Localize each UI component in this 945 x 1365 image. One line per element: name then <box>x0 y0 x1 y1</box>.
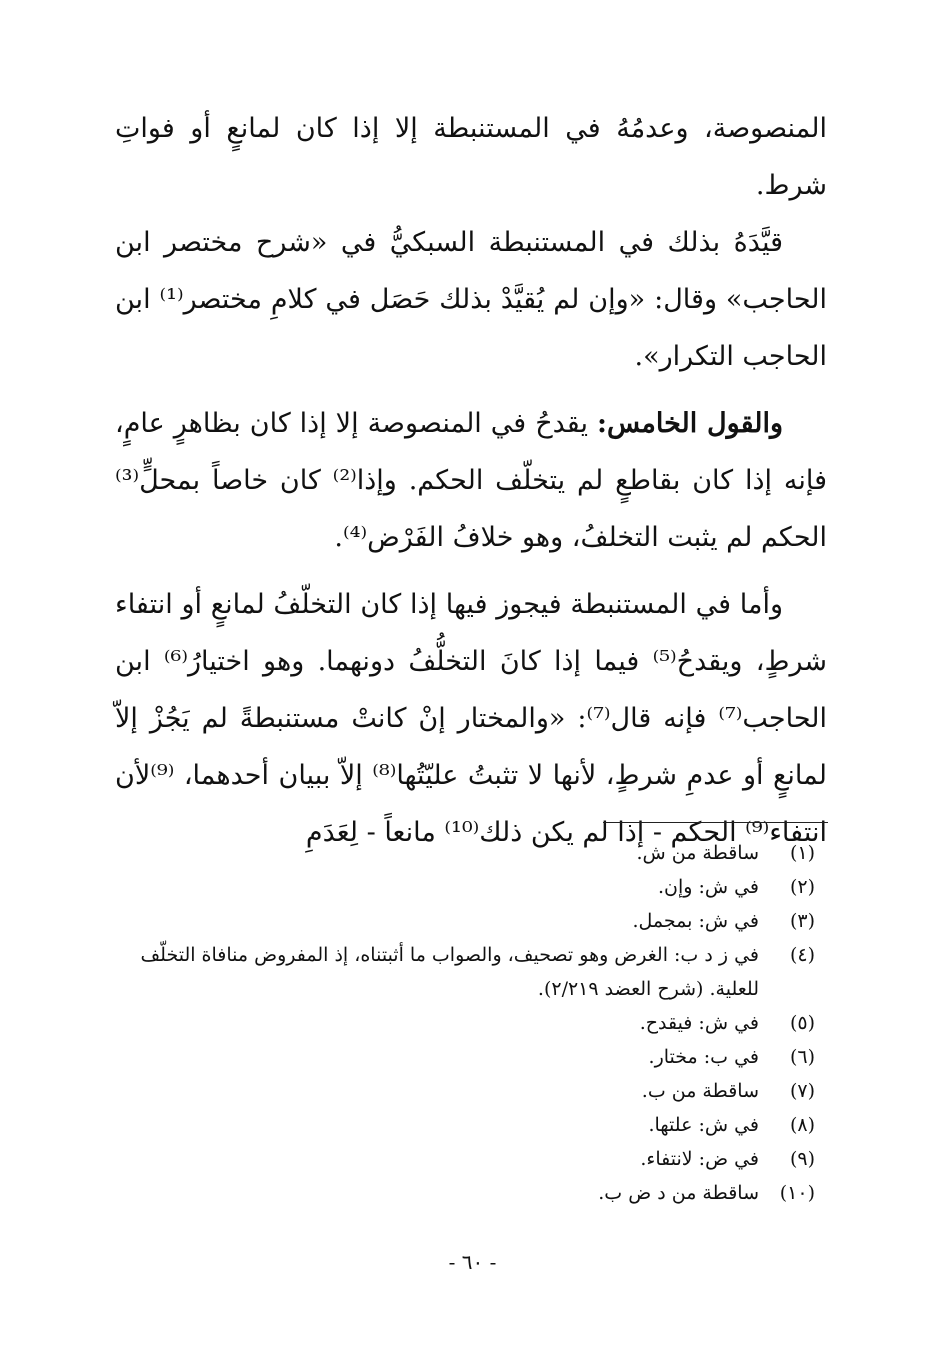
footnote-text: في ش: وإن. <box>657 876 759 898</box>
footnote-item <box>115 1142 815 1176</box>
footnote-text: في ش: بمجمل. <box>632 910 759 932</box>
paragraph-4-text: وأما في المستنبطة فيجوز فيها إذا كان التخلّفُ لمانعٍ أو انتفاء شرطٍ، ويقدحُ⁽⁵⁾ فيما إذا كانَ التخلُّفُ دونهما. وهو اختيارُ⁽⁶⁾ ابن الحاجب⁽⁷⁾ فإنه قال⁽⁷⁾: «والمختار إنْ كانتْ مستنبطةً لم يَجُزْ إلاّ لمانعٍ أو عدمِ شرطٍ، لأنها لا تثبتُ عليّتُها⁽⁸⁾ إلاّ ببيان أحدهما، ⁽⁹⁾لأن انتفاء⁽⁹⁾ الحكم - إذا لم يكن ذلك⁽¹⁰⁾ مانعاً - لِعَدَمِ <box>115 589 827 848</box>
footnote-number: (١) <box>789 842 815 864</box>
footnote-number: (٧) <box>789 1080 815 1102</box>
footnote-item <box>115 870 815 904</box>
footnote-number: (٩) <box>789 1148 815 1170</box>
footnote-text: ساقطة من ش. <box>636 842 759 864</box>
paragraph-2-text: قيَّدَهُ بذلك في المستنبطة السبكيُّ في «شرح مختصر ابن الحاجب» وقال: «وإن لم يُقيَّدْ بذلك حَصَل في كلامِ مختصر⁽¹⁾ ابن الحاجب التكرار». <box>115 227 827 372</box>
paragraph-3-text: يقدحُ في المنصوصة إلا إذا كان بظاهرٍ عامٍ، فإنه إذا كان بقاطعٍ لم يتخلّف الحكم. وإذا⁽²⁾ كان خاصاً بمحلٍّ⁽³⁾ الحكم لم يثبت التخلفُ، وهو خلافُ الفَرْض⁽⁴⁾. <box>115 408 827 553</box>
page-number: - ٦٠ - <box>448 1250 497 1274</box>
footnote-item <box>115 1176 815 1210</box>
footnote-item <box>115 904 815 938</box>
footnote-number: (١٠) <box>779 1182 815 1204</box>
main-text <box>115 100 827 861</box>
paragraph-1-text: المنصوصة، وعدمُهُ في المستنبطة إلا إذا كان لمانعٍ أو فواتِ شرط. <box>115 113 827 201</box>
footnote-text: ساقطة من د ض ب. <box>598 1182 759 1204</box>
footnote-number: (٦) <box>789 1046 815 1068</box>
footnote-item <box>115 938 815 1006</box>
footnote-item <box>115 1040 815 1074</box>
paragraph-4 <box>115 576 827 861</box>
paragraph-2 <box>115 214 827 385</box>
footnote-item <box>115 836 815 870</box>
footnote-item <box>115 1006 815 1040</box>
footnote-item <box>115 1074 815 1108</box>
footnote-text: في ض: لانتفاء. <box>640 1148 759 1170</box>
paragraph-3 <box>115 395 827 566</box>
footnote-number: (٣) <box>789 910 815 932</box>
footnote-text: في ب: مختار. <box>648 1046 759 1068</box>
footnote-separator <box>603 822 828 823</box>
footnote-number: (٨) <box>789 1114 815 1136</box>
footnote-item <box>115 1108 815 1142</box>
footnotes <box>115 836 815 1210</box>
footnote-text: ساقطة من ب. <box>641 1080 759 1102</box>
footnote-number: (٤) <box>789 944 815 966</box>
paragraph-1 <box>115 100 827 214</box>
footnote-number: (٢) <box>789 876 815 898</box>
footnote-text: في ش: فيقدح. <box>639 1012 759 1034</box>
paragraph-3-lead: والقول الخامس: <box>596 408 784 439</box>
footnote-text: في ز د ب: الغرض وهو تصحيف، والصواب ما أثبتناه، إذ المفروض منافاة التخلّف للعلية. (شرح العضد ٢/٢١٩). <box>140 944 759 1000</box>
footnote-text: في ش: علتها. <box>648 1114 759 1136</box>
footnote-number: (٥) <box>789 1012 815 1034</box>
